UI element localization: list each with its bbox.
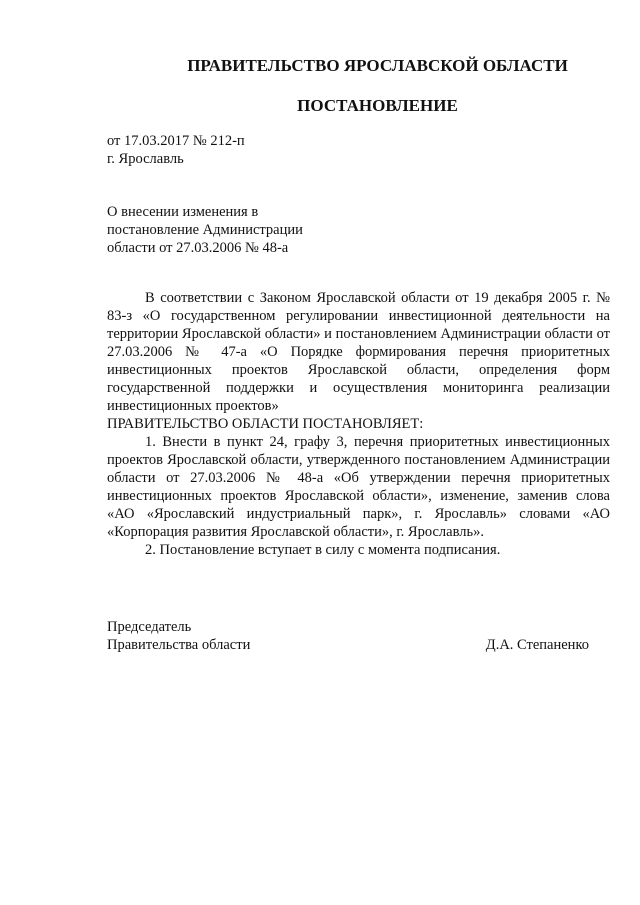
- preamble-paragraph: В соответствии с Законом Ярославской области от 19 декабря 2005 г. № 83-з «О государственном регулировании инвестиционной деятельности на территории Ярославской области» и постановлением Администрации области от 27.03.2006 № 47-а «О Порядке формирования перечня приоритетных инвестиционных проектов Ярославской области, определения форм государственной поддержки и осуществления мониторинга реализации инвестиционных проектов»: [107, 290, 610, 414]
- subject-line-2: постановление Администрации: [107, 222, 303, 238]
- signature-block: [107, 618, 589, 654]
- signatory-name: Д.А. Степаненко: [485, 637, 589, 653]
- signatory-position-line-1: Председатель: [107, 619, 192, 635]
- subject-line-3: области от 27.03.2006 № 48-а: [107, 240, 289, 256]
- document-subject: [107, 203, 303, 257]
- document-meta: [107, 132, 245, 168]
- signatory-position-line-2: Правительства области: [107, 637, 251, 653]
- document-type-title: ПОСТАНОВЛЕНИЕ: [297, 96, 458, 115]
- government-title: ПРАВИТЕЛЬСТВО ЯРОСЛАВСКОЙ ОБЛАСТИ: [187, 56, 568, 75]
- city: г. Ярославль: [107, 151, 184, 167]
- decree-heading: ПРАВИТЕЛЬСТВО ОБЛАСТИ ПОСТАНОВЛЯЕТ:: [107, 416, 424, 432]
- subject-line-1: О внесении изменения в: [107, 204, 259, 220]
- item-2-paragraph: 2. Постановление вступает в силу с момента подписания.: [145, 542, 501, 558]
- item-1-paragraph: 1. Внести в пункт 24, графу 3, перечня приоритетных инвестиционных проектов Ярославской области, утвержденного постановлением Администрации области от 27.03.2006 № 48-а «Об утверждении перечня приоритетных инвестиционных проектов Ярославской области», изменение, заменив слова «АО «Ярославский индустриальный парк», г. Ярославль» словами «АО «Корпорация развития Ярославской области», г. Ярославль».: [107, 434, 610, 540]
- document-body: [107, 289, 610, 559]
- signature-row: [107, 636, 589, 654]
- date-number: от 17.03.2017 № 212-п: [107, 133, 245, 149]
